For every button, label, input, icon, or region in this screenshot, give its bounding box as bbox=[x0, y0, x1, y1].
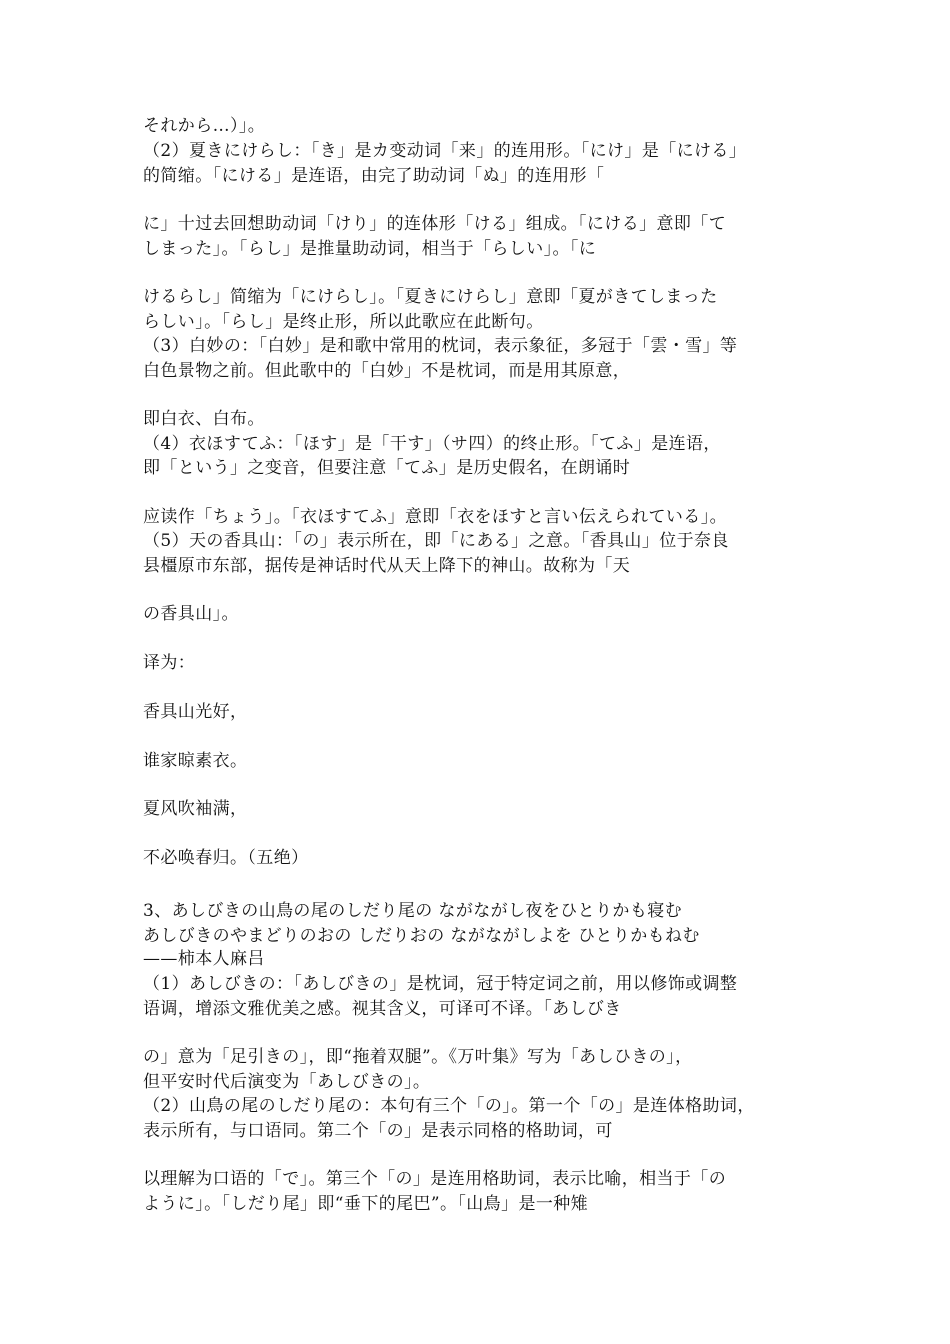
text-line: 香具山光好， bbox=[143, 702, 248, 722]
text-line: ように」。「しだり尾」即“垂下的尾巴”。「山鳥」是一种雉 bbox=[143, 1194, 589, 1214]
text-line: に」十过去回想助动词「けり」的连体形「ける」组成。「にける」意即「て bbox=[143, 214, 727, 234]
text-line: （2）夏きにけらし：「き」是カ变动词「来」的连用形。「にけ」是「にける」 bbox=[143, 141, 747, 161]
text-line: 不必唤春归。（五绝） bbox=[143, 848, 309, 868]
text-line: （5）天の香具山：「の」表示所在，即「にある」之意。「香具山」位于奈良 bbox=[143, 531, 729, 551]
text-line: 以理解为口语的「で」。第三个「の」是连用格助词，表示比喻，相当于「の bbox=[143, 1169, 727, 1189]
text-line: の香具山」。 bbox=[143, 604, 239, 624]
text-line: 县橿原市东部，据传是神话时代从天上降下的神山。故称为「天 bbox=[143, 556, 631, 576]
text-line: 3、あしびきの山鳥の尾のしだり尾の ながながし夜をひとりかも寝む bbox=[143, 901, 683, 921]
text-line: 应读作「ちょう」。「衣ほすてふ」意即「衣をほすと言い伝えられている」。 bbox=[143, 507, 728, 527]
text-line: （4）衣ほすてふ：「ほす」是「干す」（サ四）的终止形。「てふ」是连语， bbox=[143, 434, 721, 454]
text-line: ——柿本人麻吕 bbox=[143, 949, 265, 969]
text-line: （3）白妙の：「白妙」是和歌中常用的枕词，表示象征，多冠于「雲・雪」等 bbox=[143, 336, 738, 356]
text-line: 表示所有，与口语同。第二个「の」是表示同格的格助词，可 bbox=[143, 1121, 613, 1141]
text-line: それから…）」。 bbox=[143, 116, 266, 136]
text-line: （2）山鳥の尾のしだり尾の：本句有三个「の」。第一个「の」是连体格助词， bbox=[143, 1096, 755, 1116]
text-line: 即「という」之变音，但要注意「てふ」是历史假名，在朗诵时 bbox=[143, 458, 631, 478]
text-line: （1）あしびきの：「あしびきの」是枕词，冠于特定词之前，用以修饰或调整 bbox=[143, 974, 738, 994]
text-line: けるらし」简缩为「にけらし」。「夏きにけらし」意即「夏がきてしまった bbox=[143, 287, 718, 307]
text-line: 白色景物之前。但此歌中的「白妙」不是枕词，而是用其原意， bbox=[143, 361, 631, 381]
text-line: らしい」。「らし」是终止形，所以此歌应在此断句。 bbox=[143, 312, 544, 332]
text-line: あしびきのやまどりのおの しだりおの ながながしよを ひとりかもねむ bbox=[143, 926, 700, 946]
text-line: 谁家晾素衣。 bbox=[143, 751, 248, 771]
text-line: 但平安时代后演变为「あしびきの」。 bbox=[143, 1072, 431, 1092]
text-line: 的简缩。「にける」是连语，由完了助动词「ぬ」的连用形「 bbox=[143, 166, 605, 186]
text-line: 语调，增添文雅优美之感。视其含义，可译可不译。「あしびき bbox=[143, 999, 622, 1019]
text-line: 译为： bbox=[143, 653, 196, 673]
text-line: の」意为「足引きの」，即“拖着双腿”。《万叶集》写为「あしひきの」， bbox=[143, 1047, 693, 1067]
text-line: 夏风吹袖满， bbox=[143, 799, 248, 819]
text-line: 即白衣、白布。 bbox=[143, 409, 265, 429]
text-line: しまった」。「らし」是推量助动词，相当于「らしい」。「に bbox=[143, 239, 597, 259]
